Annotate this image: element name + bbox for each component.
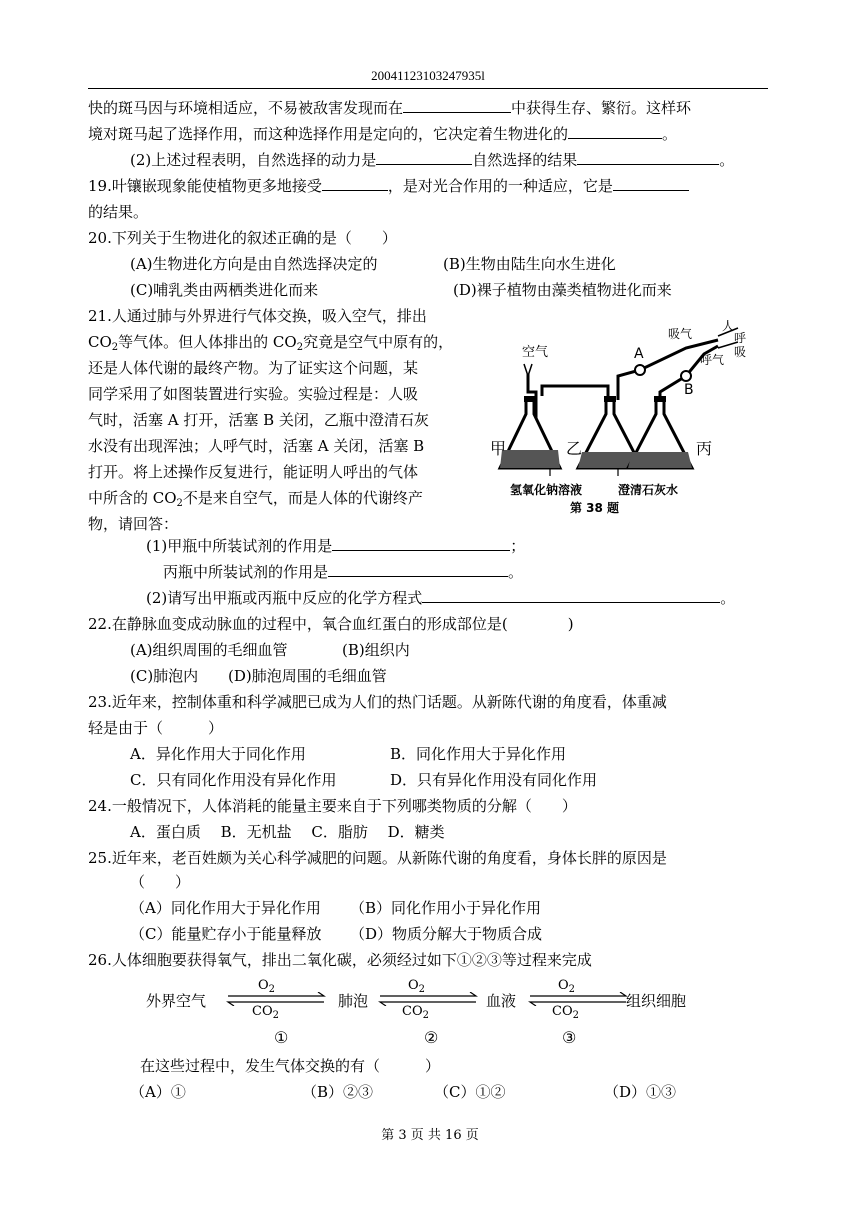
question-25: 25.近年来，老百姓颇为关心科学减肥的问题。从新陈代谢的角度看，身体长胖的原因是 <box>88 849 667 867</box>
human-label-2: 呼 <box>734 331 747 345</box>
option-a[interactable]: A．异化作用大于同化作用 <box>130 745 306 763</box>
subscript: 2 <box>422 1010 429 1021</box>
subscript: 2 <box>176 498 183 509</box>
question-20: 20.下列关于生物进化的叙述正确的是（ ） <box>88 229 397 247</box>
text-segment: 等气体。但人体排出的 CO <box>118 333 297 351</box>
answer-blank[interactable] <box>422 588 720 603</box>
text-segment: 。 <box>719 151 735 169</box>
option-d[interactable]: (D)裸子植物由藻类植物进化而来 <box>453 281 672 299</box>
gas-exchange-flow <box>140 978 760 1048</box>
subquestion-2 <box>146 588 735 608</box>
figure-caption: 第 38 题 <box>570 501 620 515</box>
inhale-tube <box>618 340 718 400</box>
text-segment: (2)上述过程表明，自然选择的动力是 <box>130 151 377 169</box>
text-segment: O <box>258 978 269 993</box>
liquid-jia <box>500 450 560 468</box>
option-b[interactable]: （B）同化作用小于异化作用 <box>350 899 542 917</box>
option-c[interactable]: （C）①② <box>434 1083 506 1101</box>
text-line: 轻是由于（ ） <box>88 719 224 737</box>
question-23: 23.近年来，控制体重和科学减肥已成为人们的热门话题。从新陈代谢的角度看，体重减 <box>88 693 667 711</box>
option-d[interactable]: （D）物质分解大于物质合成 <box>350 925 543 943</box>
header-doc-id: 20041123103247935l <box>371 68 485 83</box>
exchange-arrows-icon <box>224 992 328 1006</box>
text-segment: 快的斑马因与环境相适应，不易被敌害发现而在 <box>88 99 404 117</box>
question-26-prompt: 在这些过程中，发生气体交换的有（ ） <box>140 1057 441 1075</box>
subscript: 2 <box>572 1010 579 1021</box>
text-line <box>88 488 423 514</box>
subscript: 2 <box>296 342 304 353</box>
step-1-marker: ① <box>274 1028 289 1047</box>
text-segment: ，是对光合作用的一种适应，它是 <box>387 177 613 195</box>
text-segment: 自然选择的结果 <box>472 151 578 169</box>
text-line: 还是人体代谢的最终产物。为了证实这个问题，某 <box>88 359 419 377</box>
text-line: 同学采用了如图装置进行实验。实验过程是：人吸 <box>88 385 419 403</box>
text-segment: CO <box>402 1004 423 1019</box>
text-line <box>88 332 453 358</box>
stopper-icon <box>654 396 666 402</box>
text-segment: 中所含的 CO <box>88 489 177 507</box>
text-line: 打开。将上述操作反复进行，能证明人呼出的气体 <box>88 463 419 481</box>
answer-blank[interactable] <box>376 150 472 165</box>
answer-blank[interactable] <box>328 562 508 577</box>
text-segment: O <box>408 978 419 993</box>
limewater-label: 澄清石灰水 <box>618 483 679 497</box>
text-line <box>130 150 734 170</box>
tissue-cells-label: 组织细胞 <box>626 992 687 1010</box>
subquestion-1b <box>163 562 523 582</box>
question-22: 22.在静脉血变成动脉血的过程中，氧合血红蛋白的形成部位是( ) <box>88 615 574 633</box>
question-26: 26.人体细胞要获得氧气，排出二氧化碳，必须经过如下①②③等过程来完成 <box>88 951 592 969</box>
human-label: 人 <box>722 319 735 333</box>
text-segment: CO <box>552 1004 573 1019</box>
subscript: 2 <box>111 342 119 353</box>
option-a[interactable]: (A)组织周围的毛细血管 <box>130 641 288 659</box>
flask-bing-label: 丙 <box>696 439 713 458</box>
flask-jia-label: 甲 <box>490 439 507 458</box>
text-segment: 不是来自空气，而是人体的代谢终产 <box>182 489 423 507</box>
option-d[interactable]: （D）①③ <box>604 1083 677 1101</box>
answer-blank[interactable] <box>613 176 689 191</box>
text-segment: 。 <box>720 589 736 607</box>
text-segment: O <box>558 978 569 993</box>
stopper-icon <box>604 396 616 402</box>
text-segment: 19.叶镶嵌现象能使植物更多地接受 <box>88 177 322 195</box>
human-label-3: 吸 <box>734 345 747 359</box>
option-d[interactable]: D．只有异化作用没有同化作用 <box>390 771 598 789</box>
flask-yi-label: 乙 <box>566 439 583 458</box>
subscript: 2 <box>418 984 426 995</box>
co2-label <box>402 1004 429 1021</box>
arrow-down-icon <box>524 364 532 376</box>
subscript: 2 <box>272 1010 279 1021</box>
text-line <box>88 124 677 144</box>
air-label: 空气 <box>522 345 549 360</box>
text-line: 物，请回答： <box>88 515 179 533</box>
apparatus-diagram <box>490 318 760 518</box>
subquestion-1 <box>146 536 525 556</box>
option-b[interactable]: (B)组织内 <box>342 641 410 659</box>
text-segment: 。 <box>662 125 678 143</box>
stopper-icon <box>524 396 536 402</box>
text-segment: 。 <box>508 563 524 581</box>
valve-a-icon <box>635 365 645 375</box>
option-a[interactable]: （A）同化作用大于异化作用 <box>130 899 321 917</box>
alveoli-label: 肺泡 <box>338 992 369 1010</box>
text-segment: 中获得生存、繁衍。这样环 <box>511 99 692 117</box>
option-a[interactable]: （A）① <box>130 1083 186 1101</box>
co2-label <box>552 1004 579 1021</box>
inhale-label: 吸气 <box>668 327 693 341</box>
text-segment: ； <box>510 537 526 555</box>
naoh-label: 氢氧化钠溶液 <box>510 483 583 497</box>
text-segment: 究竟是空气中原有的， <box>303 333 454 351</box>
valve-b-icon <box>681 371 691 381</box>
exchange-arrows-icon <box>376 992 480 1006</box>
text-line <box>88 98 691 118</box>
co2-label <box>252 1004 279 1021</box>
option-a[interactable]: (A)生物进化方向是由自然选择决定的 <box>130 255 378 273</box>
liquid-bing <box>628 452 692 468</box>
valve-a-label: A <box>634 346 644 362</box>
text-segment: 境对斑马起了选择作用，而这种选择作用是定向的，它决定着生物进化的 <box>88 125 569 143</box>
options-row[interactable]: A．蛋白质 B．无机盐 C．脂肪 D．糖类 <box>130 823 445 841</box>
answer-blank[interactable] <box>403 98 511 113</box>
text-segment: (2)请写出甲瓶或丙瓶中反应的化学方程式 <box>146 589 423 607</box>
subscript: 2 <box>568 984 576 995</box>
question-21: 21.人通过肺与外界进行气体交换，吸入空气，排出 <box>88 307 427 325</box>
subscript: 2 <box>268 984 276 995</box>
answer-blank[interactable] <box>322 176 388 191</box>
answer-blank[interactable] <box>332 536 510 551</box>
text-line: 水没有出现浑浊；人呼气时，活塞 A 关闭，活塞 B <box>88 437 425 455</box>
option-b[interactable]: (B)生物由陆生向水生进化 <box>443 255 616 273</box>
exchange-arrows-icon <box>526 992 630 1006</box>
option-c[interactable]: (C)肺泡内 <box>130 667 199 685</box>
option-b[interactable]: B．同化作用大于异化作用 <box>390 745 567 763</box>
question-19 <box>88 176 689 196</box>
answer-blank[interactable] <box>568 124 662 139</box>
text-segment: CO <box>252 1004 273 1019</box>
question-24: 24.一般情况下，人体消耗的能量主要来自于下列哪类物质的分解（ ） <box>88 797 577 815</box>
blood-label: 血液 <box>486 992 517 1010</box>
page-footer: 第 3 页 共 16 页 <box>381 1128 479 1143</box>
text-segment: (1)甲瓶中所装试剂的作用是 <box>146 537 333 555</box>
text-line: （ ） <box>130 873 191 891</box>
text-line: 气时，活塞 A 打开，活塞 B 关闭，乙瓶中澄清石灰 <box>88 411 429 429</box>
option-c[interactable]: （C）能量贮存小于能量释放 <box>130 925 322 943</box>
outside-air-label: 外界空气 <box>146 992 207 1010</box>
option-c[interactable]: C．只有同化作用没有异化作用 <box>130 771 337 789</box>
answer-blank[interactable] <box>577 150 719 165</box>
apparatus-figure <box>490 318 760 518</box>
option-b[interactable]: （B）②③ <box>302 1083 374 1101</box>
step-3-marker: ③ <box>562 1028 577 1047</box>
exhale-label: 呼气 <box>700 353 725 367</box>
step-2-marker: ② <box>424 1028 439 1047</box>
option-d[interactable]: (D)肺泡周围的毛细血管 <box>228 667 387 685</box>
text-segment: 丙瓶中所装试剂的作用是 <box>163 563 329 581</box>
text-line: 的结果。 <box>88 203 149 221</box>
valve-b-label: B <box>684 382 694 398</box>
text-segment: CO <box>88 333 112 351</box>
header-rule <box>88 88 768 89</box>
option-c[interactable]: (C)哺乳类由两栖类进化而来 <box>130 281 319 299</box>
